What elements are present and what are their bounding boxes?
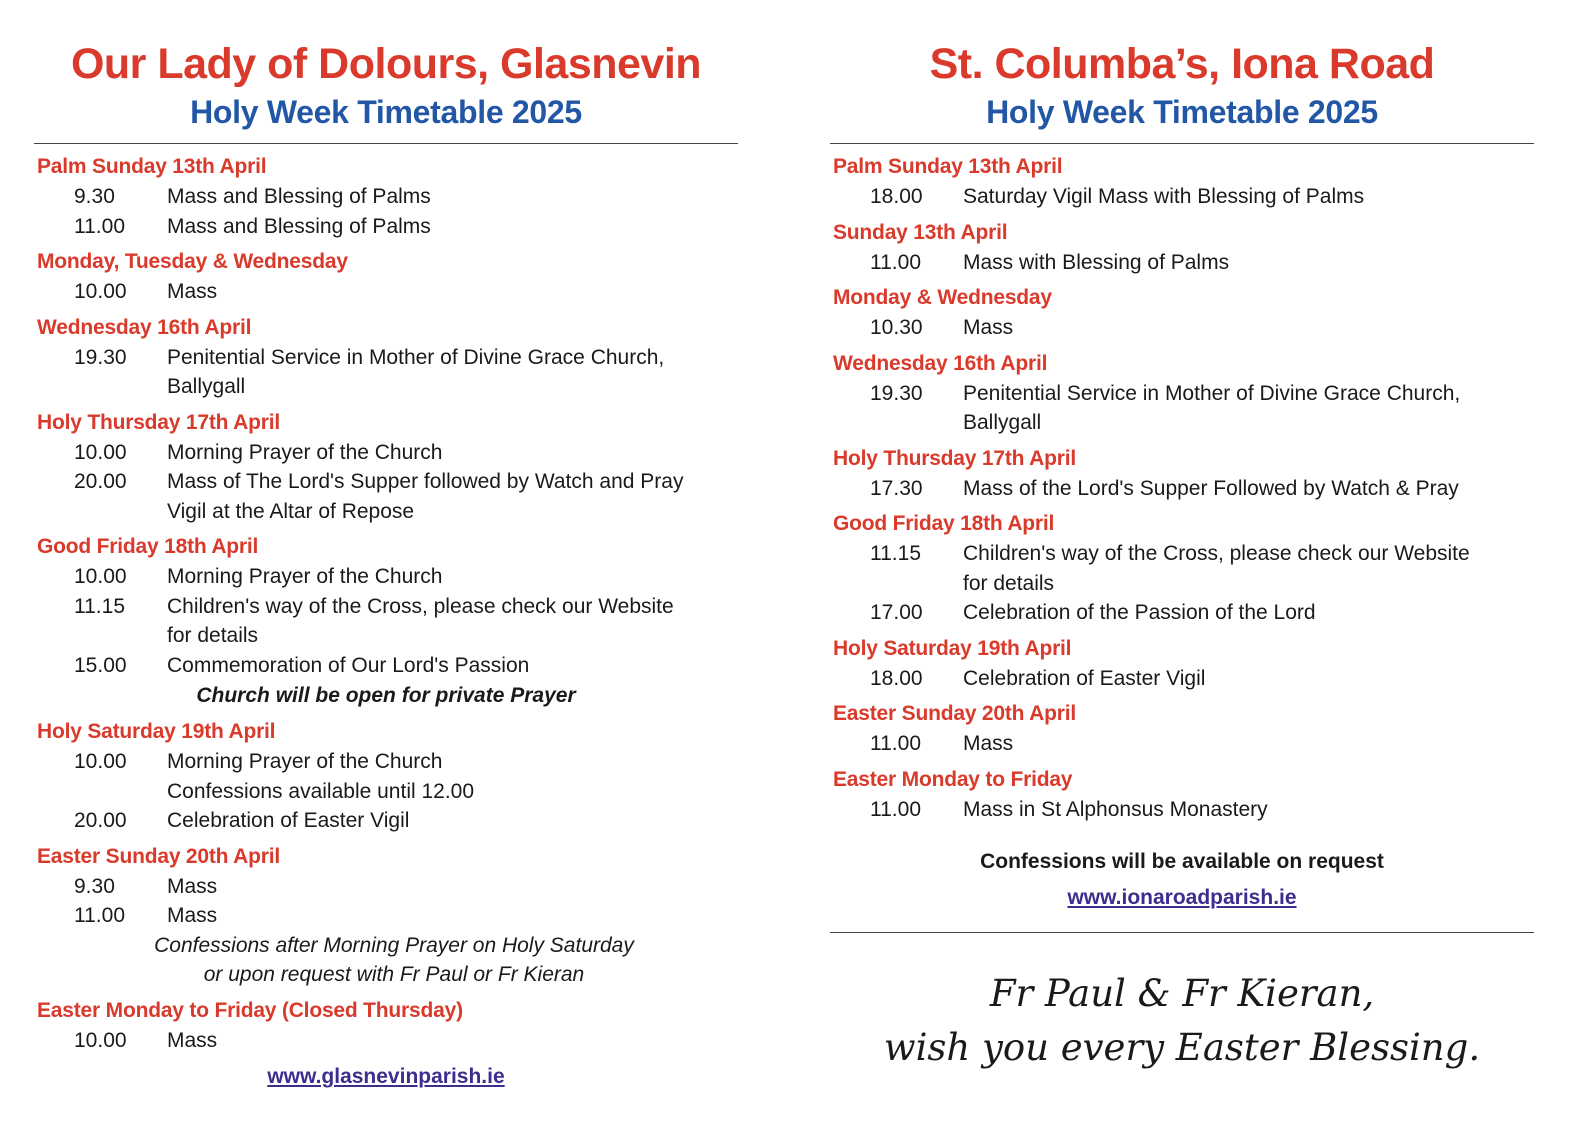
- schedule-section: [830, 765, 1534, 825]
- schedule-section: [34, 408, 738, 527]
- right-divider: [830, 143, 1534, 144]
- entry-time: 17.00: [870, 601, 923, 624]
- blessing-line: Fr Paul & Fr Kieran,: [989, 972, 1375, 1015]
- section-note: Church will be open for private Prayer: [196, 684, 576, 707]
- section-heading: Holy Thursday 17th April: [833, 446, 1076, 470]
- schedule-entry: [34, 592, 738, 651]
- entry-time: 15.00: [74, 653, 127, 677]
- entry-time: 10.00: [74, 565, 127, 588]
- glasnevin-website-link[interactable]: www.glasnevinparish.ie: [267, 1065, 505, 1088]
- section-heading: Holy Thursday 17th April: [37, 410, 280, 434]
- section-heading: Good Friday 18th April: [37, 535, 259, 558]
- schedule-entry: [34, 467, 738, 526]
- entry-time: 17.30: [870, 476, 923, 500]
- section-heading: Palm Sunday 13th April: [833, 155, 1063, 178]
- entry-description: Commemoration of Our Lord's Passion: [167, 653, 530, 677]
- left-divider: [34, 143, 738, 144]
- entry-description: Mass: [167, 280, 218, 303]
- schedule-entry: [830, 248, 1534, 278]
- entry-time: 11.15: [870, 542, 921, 565]
- left-schedule: [34, 152, 738, 1055]
- bottom-divider: [830, 932, 1534, 933]
- section-heading: Easter Sunday 20th April: [37, 844, 280, 868]
- schedule-section: [830, 509, 1534, 628]
- entry-description: Confessions available until 12.00: [167, 779, 475, 803]
- schedule-section: [34, 247, 738, 307]
- schedule-section: [830, 444, 1534, 504]
- entry-time: 20.00: [74, 470, 127, 493]
- entry-description: Celebration of Easter Vigil: [167, 809, 410, 832]
- schedule-entry: [34, 212, 738, 242]
- left-timetable-subtitle: Holy Week Timetable 2025: [190, 94, 582, 130]
- entry-description: Mass: [963, 316, 1014, 339]
- section-note-line: Confessions after Morning Prayer on Holy Saturday: [154, 933, 634, 957]
- schedule-entry: [830, 729, 1534, 759]
- iona-road-website-link[interactable]: www.ionaroadparish.ie: [1067, 886, 1297, 909]
- entry-time: 18.00: [870, 666, 923, 690]
- entry-description: Morning Prayer of the Church: [167, 565, 443, 588]
- schedule-entry: [34, 343, 738, 402]
- schedule-entry: [34, 901, 738, 931]
- schedule-section: [34, 152, 738, 241]
- entry-time: 20.00: [74, 809, 127, 832]
- schedule-section: [830, 218, 1534, 278]
- entry-time: 9.30: [74, 874, 115, 898]
- entry-time: 11.00: [870, 250, 921, 274]
- entry-description: Mass: [963, 732, 1014, 755]
- entry-description: Mass: [167, 904, 218, 927]
- schedule-section: [830, 152, 1534, 212]
- schedule-section: [34, 717, 738, 836]
- entry-description: Mass and Blessing of Palms: [167, 214, 431, 238]
- schedule-entry: [830, 664, 1534, 694]
- schedule-entry: [830, 539, 1534, 598]
- section-heading: Easter Sunday 20th April: [833, 702, 1076, 725]
- section-heading: Easter Monday to Friday (Closed Thursday): [37, 998, 463, 1022]
- entry-description: Children's way of the Cross, please check our Website for details: [963, 542, 1470, 595]
- entry-description: Saturday Vigil Mass with Blessing of Palms: [963, 185, 1365, 208]
- entry-description: Mass of the Lord's Supper Followed by Watch & Pray: [963, 476, 1459, 500]
- schedule-entry: [34, 562, 738, 592]
- section-heading: Holy Saturday 19th April: [37, 720, 276, 743]
- section-heading: Wednesday 16th April: [37, 315, 252, 339]
- entry-time: 18.00: [870, 185, 923, 208]
- schedule-entry: [34, 438, 738, 468]
- entry-description: Mass: [167, 1028, 218, 1052]
- schedule-entry: [830, 474, 1534, 504]
- entry-time: 10.00: [74, 1028, 127, 1052]
- schedule-entry: [830, 379, 1534, 438]
- schedule-section: [34, 313, 738, 402]
- entry-description: Mass of The Lord's Supper followed by Watch and Pray Vigil at the Altar of Repose: [167, 470, 684, 523]
- schedule-section: [34, 996, 738, 1056]
- schedule-entry: [830, 795, 1534, 825]
- entry-description: Morning Prayer of the Church: [167, 750, 443, 773]
- entry-time: 11.00: [74, 214, 125, 238]
- entry-time: 11.00: [870, 732, 921, 755]
- entry-time: 11.15: [74, 594, 125, 618]
- schedule-section: [830, 283, 1534, 343]
- schedule-section: [34, 842, 738, 990]
- entry-description: Morning Prayer of the Church: [167, 440, 443, 464]
- entry-description: Mass and Blessing of Palms: [167, 185, 431, 208]
- entry-time: 9.30: [74, 185, 115, 208]
- schedule-entry: [34, 1026, 738, 1056]
- easter-blessing: [830, 967, 1534, 1075]
- right-parish-title: St. Columba’s, Iona Road: [929, 40, 1435, 88]
- blessing-line: wish you every Easter Blessing.: [883, 1026, 1481, 1069]
- right-schedule: [830, 152, 1534, 824]
- section-heading: Monday & Wednesday: [833, 286, 1052, 309]
- entry-time: 19.30: [870, 381, 923, 405]
- schedule-entry: [830, 313, 1534, 343]
- schedule-entry: [830, 598, 1534, 628]
- schedule-entry: [34, 747, 738, 777]
- entry-time: 19.30: [74, 345, 127, 369]
- schedule-entry: [34, 872, 738, 902]
- entry-time: 10.30: [870, 316, 923, 339]
- schedule-entry: [34, 182, 738, 212]
- section-heading: Palm Sunday 13th April: [37, 155, 267, 178]
- left-parish-title: Our Lady of Dolours, Glasnevin: [70, 40, 702, 88]
- entry-time: 11.00: [870, 797, 921, 821]
- right-column: [830, 0, 1534, 1075]
- schedule-section: [830, 349, 1534, 438]
- entry-description: Celebration of Easter Vigil: [963, 666, 1206, 690]
- entry-time: 10.00: [74, 750, 127, 773]
- schedule-section: [830, 699, 1534, 759]
- left-column: [34, 0, 738, 1089]
- schedule-section: [34, 532, 738, 711]
- entry-description: Mass: [167, 874, 218, 898]
- section-heading: Holy Saturday 19th April: [833, 636, 1072, 660]
- entry-time: [34, 777, 167, 807]
- section-heading: Monday, Tuesday & Wednesday: [37, 250, 348, 273]
- entry-description: Penitential Service in Mother of Divine Grace Church, Ballygall: [167, 345, 665, 398]
- confessions-note: Confessions will be available on request: [980, 850, 1384, 873]
- entry-description: Mass in St Alphonsus Monastery: [963, 797, 1268, 821]
- entry-time: 11.00: [74, 904, 125, 927]
- schedule-entry: [34, 651, 738, 681]
- entry-time: 10.00: [74, 280, 127, 303]
- schedule-section: [830, 634, 1534, 694]
- section-heading: Wednesday 16th April: [833, 351, 1048, 375]
- entry-description: Mass with Blessing of Palms: [963, 250, 1230, 274]
- entry-time: 10.00: [74, 440, 127, 464]
- section-heading: Easter Monday to Friday: [833, 767, 1073, 791]
- section-heading: Good Friday 18th April: [833, 512, 1055, 535]
- schedule-entry: [34, 806, 738, 836]
- entry-description: Penitential Service in Mother of Divine Grace Church, Ballygall: [963, 381, 1461, 434]
- right-timetable-subtitle: Holy Week Timetable 2025: [986, 94, 1378, 130]
- section-heading: Sunday 13th April: [833, 220, 1008, 244]
- section-note-line: or upon request with Fr Paul or Fr Kieran: [203, 963, 585, 986]
- schedule-entry: [34, 777, 738, 807]
- schedule-entry: [830, 182, 1534, 212]
- entry-description: Celebration of the Passion of the Lord: [963, 601, 1316, 624]
- schedule-entry: [34, 277, 738, 307]
- entry-description: Children's way of the Cross, please check our Website for details: [167, 594, 674, 647]
